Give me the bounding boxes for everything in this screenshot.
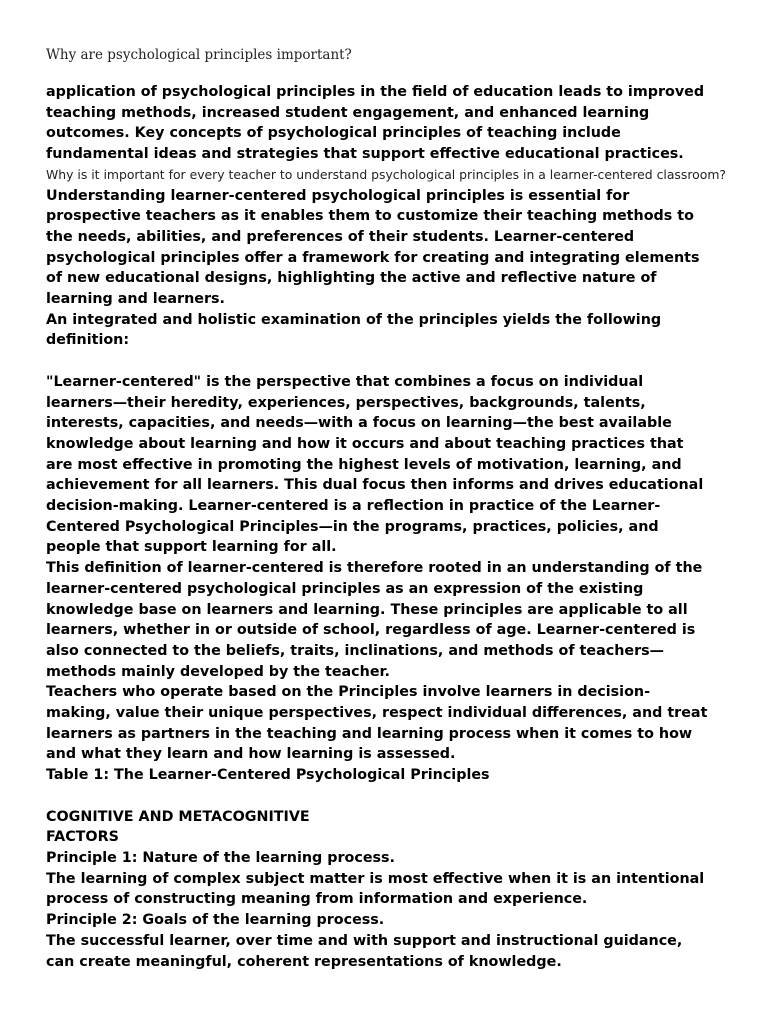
definition-paragraph: "Learner-centered" is the perspective that combines a focus on individual learners—their heredity, experiences, perspectives, backgrounds, talents, interests, capacities, and needs—with a focus on learning—the best available knowledge about learning and how it occurs and about teaching practices that are most effective in promoting the highest levels of motivation, learning, and achievement for all learners. This dual focus then informs and drives educational decision-making. Learner-centered is a reflection in practice of the Learner- Centered Psychological Principles—in the programs, practices, policies, and people that support learning for all. [46, 373, 704, 556]
table-caption: Table 1: The Learner-Centered Psychological Principles [46, 767, 490, 784]
factors-heading: COGNITIVE AND METACOGNITIVE FACTORS [46, 808, 310, 846]
definition-intro: An integrated and holistic examination of the principles yields the following definition: [46, 311, 662, 349]
question-heading: Why are psychological principles important? [46, 47, 352, 63]
teachers-paragraph: Teachers who operate based on the Principles involve learners in decision- making, value their unique perspectives, respect individual differences, and treat learners as partners in the teaching and learning process when it comes to how and what they learn and how learning is assessed. [46, 684, 708, 763]
principle-2-title: Principle 2: Goals of the learning process. [46, 912, 385, 929]
principle-1-text: The learning of complex subject matter is most effective when it is an intentional process of constructing meaning from information and experience. [46, 870, 705, 908]
blank-line [46, 786, 736, 807]
principle-2-text: The successful learner, over time and with support and instructional guidance, can create meaningful, coherent representations of knowledge. [46, 932, 683, 970]
answer-paragraph: application of psychological principles in the field of education leads to improved teaching methods, increased student engagement, and enhanced learning outcomes. Key concepts of psychological principles of teaching include fundamental ideas and strategies that support effective educational practices. [46, 84, 705, 163]
principle-1-title: Principle 1: Nature of the learning process. [46, 849, 395, 866]
definition-rooted-paragraph: This definition of learner-centered is therefore rooted in an understanding of the learner-centered psychological principles as an expression of the existing knowledge base on learners and learning. These principles are applicable to all learners, whether in or outside of school, regardless of age. Learner-centered is also connected to the beliefs, traits, inclinations, and methods of teachers— methods mainly developed by the teacher. [46, 560, 703, 680]
blank-line [46, 351, 736, 372]
answer-paragraph-learner-centered: Understanding learner-centered psychological principles is essential for prospective teachers as it enables them to customize their teaching methods to the needs, abilities, and preferences of their students. Learner-centered psychological principles offer a framework for creating and integrating elements of new educational designs, highlighting the active and reflective nature of learning and learners. [46, 187, 700, 308]
document-body [46, 82, 736, 972]
question-subheading: Why is it important for every teacher to understand psychological principles in a learner-centered classroom? [46, 166, 726, 182]
